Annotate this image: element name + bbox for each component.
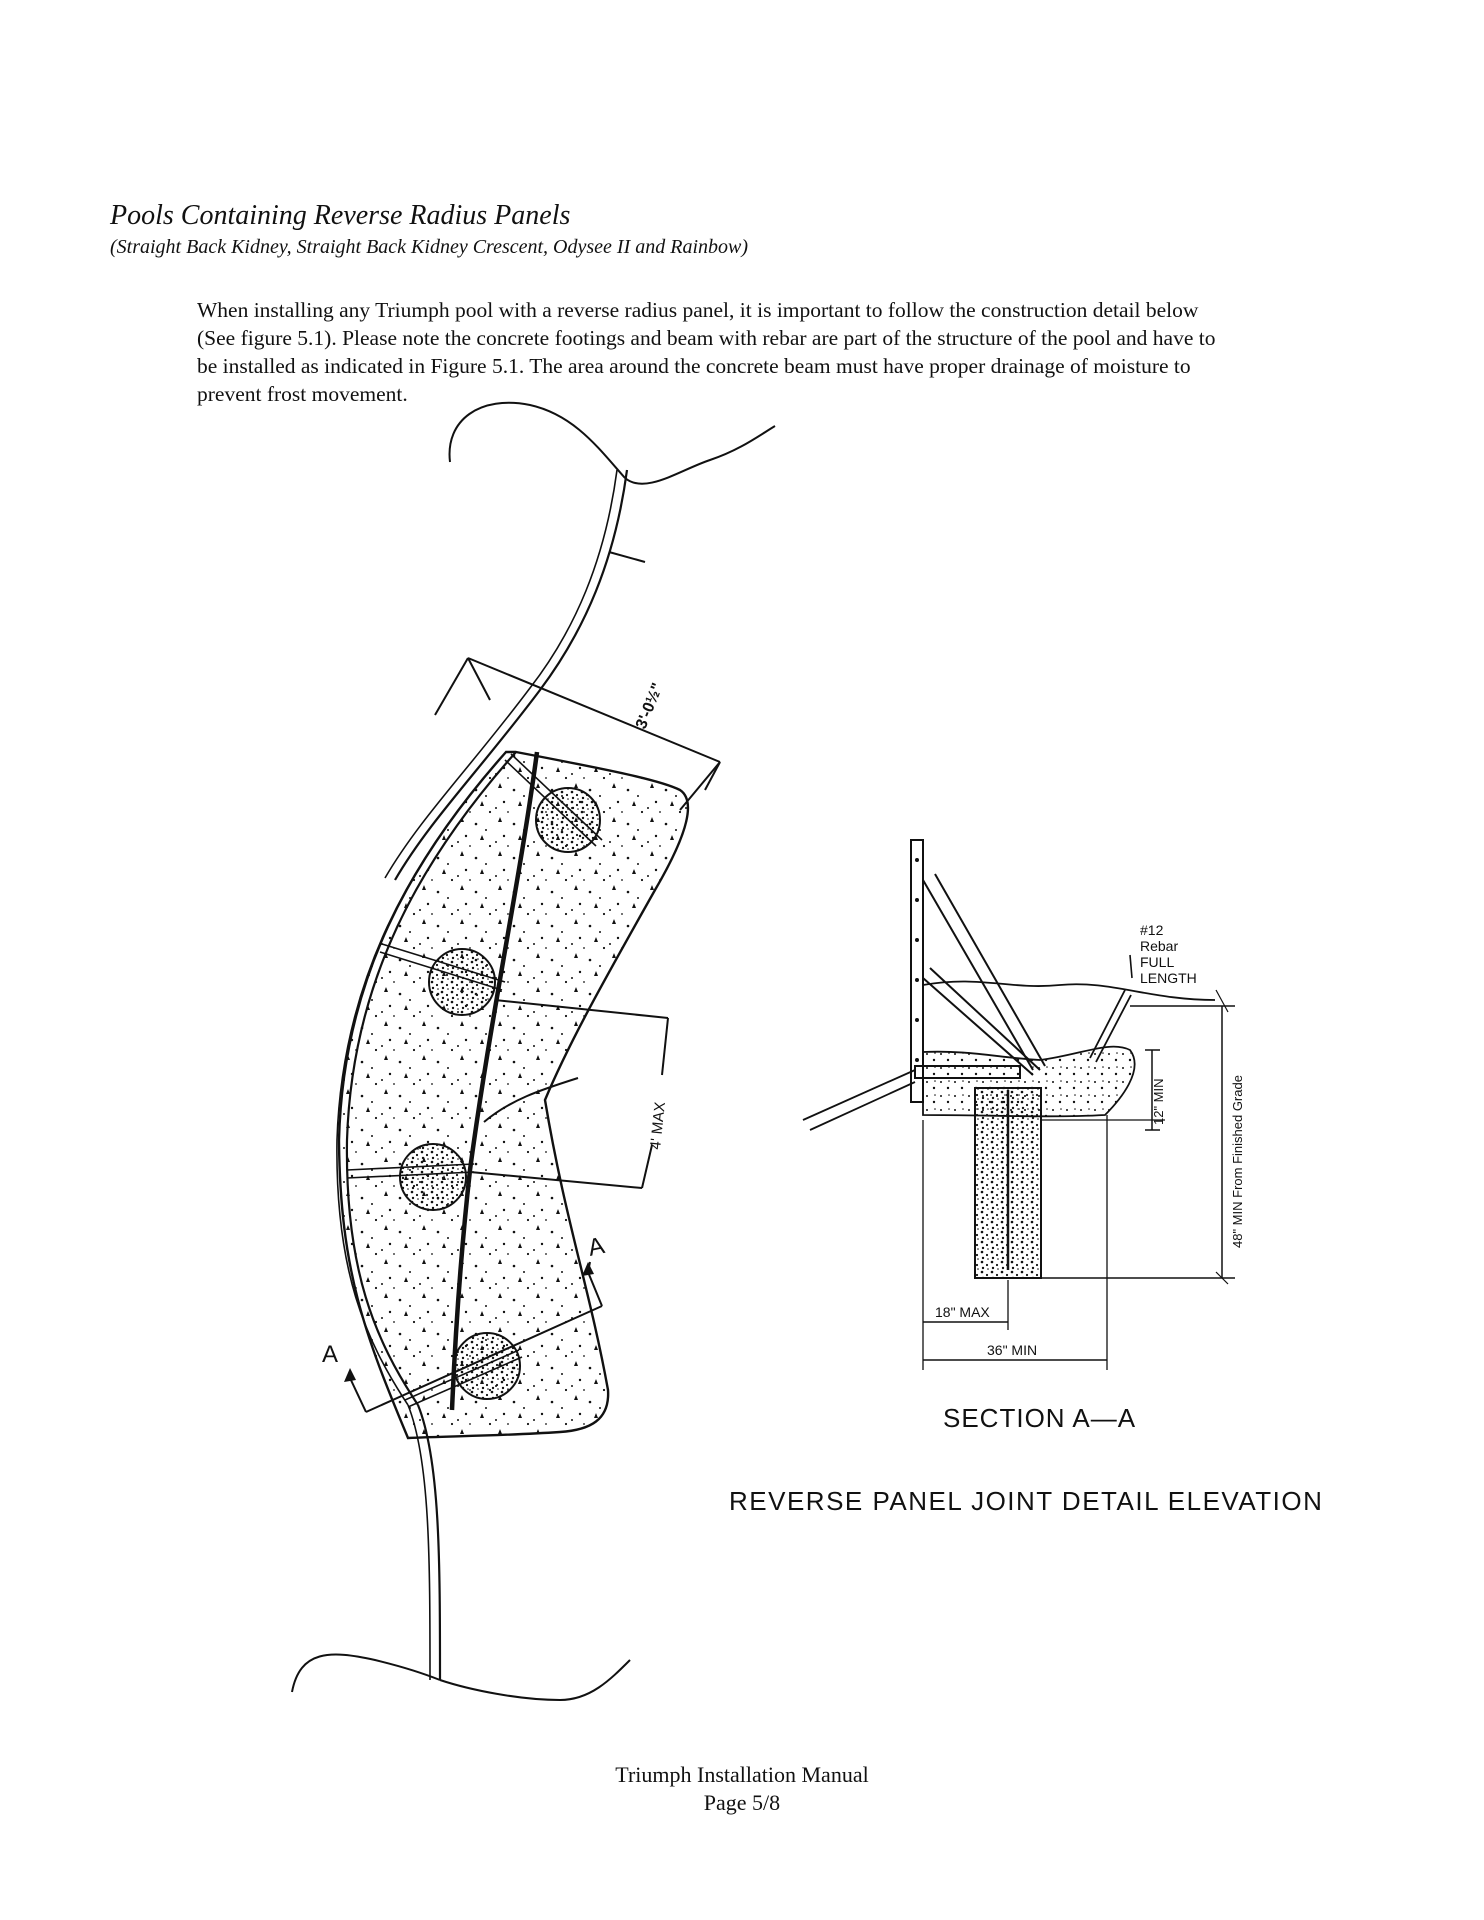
figure-caption: REVERSE PANEL JOINT DETAIL ELEVATION: [729, 1486, 1324, 1516]
body-line: be installed as indicated in Figure 5.1. The area around the concrete beam must have proper drainage of moisture to: [197, 354, 1191, 378]
offset-max-label: 18" MAX: [935, 1304, 990, 1320]
deck-line: [803, 1070, 915, 1120]
wall-panel-holes: [915, 858, 919, 1062]
rebar-label-line: Rebar: [1140, 938, 1179, 954]
wall-panel: [911, 840, 923, 1102]
footing-circle: [429, 949, 495, 1015]
wall-tick: [609, 552, 645, 562]
body-line: (See figure 5.1). Please note the concrete footings and beam with rebar are part of the structure of the pool and have to: [197, 326, 1216, 350]
section-marker-left: A: [322, 1341, 339, 1368]
pool-wall-lower-inner: [408, 1405, 430, 1680]
section-title: SECTION A—A: [943, 1403, 1137, 1433]
section-heading: Pools Containing Reverse Radius Panels: [110, 200, 571, 231]
depth-min-label: 12" MIN: [1151, 1078, 1166, 1125]
concrete-beam: [339, 752, 688, 1438]
width-min-label: 36" MIN: [987, 1342, 1038, 1358]
section-arrow-left: [344, 1368, 356, 1382]
bottom-break-curve-right: [440, 1660, 630, 1700]
body-line: prevent frost movement.: [197, 382, 408, 406]
top-break-curve-right: [625, 426, 775, 484]
footing-circle: [454, 1333, 520, 1399]
footing-circle: [400, 1144, 466, 1210]
bottom-break-curve-left: [292, 1655, 440, 1692]
section-arrow-right: [582, 1262, 594, 1276]
rebar-label-line: FULL: [1140, 954, 1175, 970]
rebar-label-line: LENGTH: [1140, 970, 1197, 986]
frost-depth-label: 48" MIN From Finished Grade: [1230, 1075, 1245, 1248]
footer-manual-title: Triumph Installation Manual: [615, 1762, 869, 1787]
rebar-label-line: #12: [1140, 922, 1164, 938]
section-view: [803, 840, 1235, 1370]
side-dimension-label: 4' MAX: [647, 1101, 669, 1151]
body-line: When installing any Triumph pool with a reverse radius panel, it is important to follow the construction detail below: [197, 298, 1199, 322]
plan-view: [292, 403, 775, 1700]
top-break-curve-left: [450, 403, 625, 478]
top-dimension-label: 3'-0½": [632, 680, 667, 732]
section-marker-right: A: [585, 1232, 607, 1262]
section-subheading: (Straight Back Kidney, Straight Back Kidney Crescent, Odysee II and Rainbow): [110, 236, 749, 258]
footer-page-number: Page 5/8: [703, 1790, 781, 1815]
deck-line-2: [810, 1082, 915, 1130]
brace: [923, 880, 1033, 1070]
